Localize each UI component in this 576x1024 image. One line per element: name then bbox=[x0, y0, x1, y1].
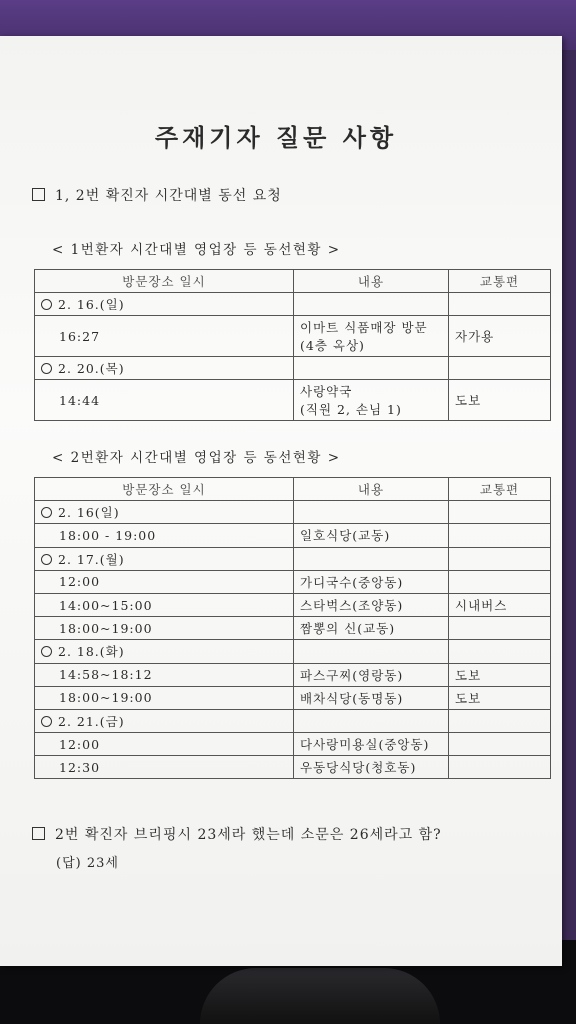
table-row bbox=[35, 733, 551, 756]
table-row bbox=[35, 663, 551, 686]
patient-2-table bbox=[34, 477, 551, 779]
time-cell: 18:00 - 19:00 bbox=[35, 524, 294, 547]
transport-cell: 시내버스 bbox=[449, 593, 551, 616]
table-row bbox=[35, 686, 551, 709]
date-row bbox=[35, 293, 551, 316]
header-place-time: 방문장소 일시 bbox=[35, 270, 294, 293]
table-row bbox=[35, 570, 551, 593]
circle-bullet-icon bbox=[41, 299, 52, 310]
time-cell: 14:44 bbox=[35, 380, 294, 421]
time-cell: 18:00~19:00 bbox=[35, 686, 294, 709]
checkbox-square-icon bbox=[32, 827, 45, 840]
question-2 bbox=[32, 824, 442, 844]
transport-cell: 도보 bbox=[449, 380, 551, 421]
time-cell: 18:00~19:00 bbox=[35, 617, 294, 640]
transport-cell bbox=[449, 570, 551, 593]
patient-2-table-body bbox=[35, 501, 551, 779]
circle-bullet-icon bbox=[41, 363, 52, 374]
time-cell: 12:30 bbox=[35, 756, 294, 779]
content-cell: 파스구찌(영랑동) bbox=[294, 663, 449, 686]
question-1 bbox=[32, 185, 282, 205]
time-cell: 16:27 bbox=[35, 316, 294, 357]
date-cell: 2. 18.(화) bbox=[35, 640, 294, 663]
content-cell: 다사랑미용실(중앙동) bbox=[294, 733, 449, 756]
header-transport: 교통편 bbox=[449, 478, 551, 501]
question-2-text: 2번 확진자 브리핑시 23세라 했는데 소문은 26세라고 함? bbox=[55, 827, 442, 843]
date-row bbox=[35, 547, 551, 570]
content-cell: 이마트 식품매장 방문 (4층 옥상) bbox=[294, 316, 449, 357]
section-1-heading: < 1번환자 시간대별 영업장 등 동선현황 > bbox=[52, 242, 341, 258]
circle-bullet-icon bbox=[41, 507, 52, 518]
time-cell: 14:58~18:12 bbox=[35, 663, 294, 686]
date-cell: 2. 17.(월) bbox=[35, 547, 294, 570]
header-transport: 교통편 bbox=[449, 270, 551, 293]
section-2-heading: < 2번환자 시간대별 영업장 등 동선현황 > bbox=[52, 450, 341, 466]
date-cell: 2. 21.(금) bbox=[35, 709, 294, 732]
table-row bbox=[35, 593, 551, 616]
table-row bbox=[35, 756, 551, 779]
content-cell: 사랑약국 (직원 2, 손님 1) bbox=[294, 380, 449, 421]
content-cell: 짬뽕의 신(교동) bbox=[294, 617, 449, 640]
table-header-row bbox=[35, 478, 551, 501]
content-cell: 우동당식당(청호동) bbox=[294, 756, 449, 779]
circle-bullet-icon bbox=[41, 646, 52, 657]
table-header-row bbox=[35, 270, 551, 293]
date-row bbox=[35, 501, 551, 524]
answer-2: (답) 23세 bbox=[56, 856, 119, 871]
transport-cell bbox=[449, 617, 551, 640]
time-cell: 14:00~15:00 bbox=[35, 593, 294, 616]
header-content: 내용 bbox=[294, 478, 449, 501]
transport-cell bbox=[449, 733, 551, 756]
checkbox-square-icon bbox=[32, 188, 45, 201]
content-cell: 일호식당(교동) bbox=[294, 524, 449, 547]
table-row bbox=[35, 380, 551, 421]
content-cell: 배차식당(동명동) bbox=[294, 686, 449, 709]
date-row bbox=[35, 709, 551, 732]
time-cell: 12:00 bbox=[35, 570, 294, 593]
date-cell: 2. 16(일) bbox=[35, 501, 294, 524]
table-row bbox=[35, 316, 551, 357]
circle-bullet-icon bbox=[41, 716, 52, 727]
page-title: 주재기자 질문 사항 bbox=[154, 123, 398, 152]
date-cell: 2. 16.(일) bbox=[35, 293, 294, 316]
date-row bbox=[35, 357, 551, 380]
date-cell: 2. 20.(목) bbox=[35, 357, 294, 380]
transport-cell bbox=[449, 756, 551, 779]
shoe-silhouette bbox=[200, 968, 440, 1024]
transport-cell: 자가용 bbox=[449, 316, 551, 357]
content-cell: 가디국수(중앙동) bbox=[294, 570, 449, 593]
date-row bbox=[35, 640, 551, 663]
transport-cell bbox=[449, 524, 551, 547]
table-row bbox=[35, 524, 551, 547]
patient-1-table bbox=[34, 269, 551, 421]
content-cell: 스타벅스(조양동) bbox=[294, 593, 449, 616]
transport-cell: 도보 bbox=[449, 686, 551, 709]
transport-cell: 도보 bbox=[449, 663, 551, 686]
question-1-text: 1, 2번 확진자 시간대별 동선 요청 bbox=[55, 188, 282, 204]
table-row bbox=[35, 617, 551, 640]
header-place-time: 방문장소 일시 bbox=[35, 478, 294, 501]
circle-bullet-icon bbox=[41, 554, 52, 565]
header-content: 내용 bbox=[294, 270, 449, 293]
time-cell: 12:00 bbox=[35, 733, 294, 756]
